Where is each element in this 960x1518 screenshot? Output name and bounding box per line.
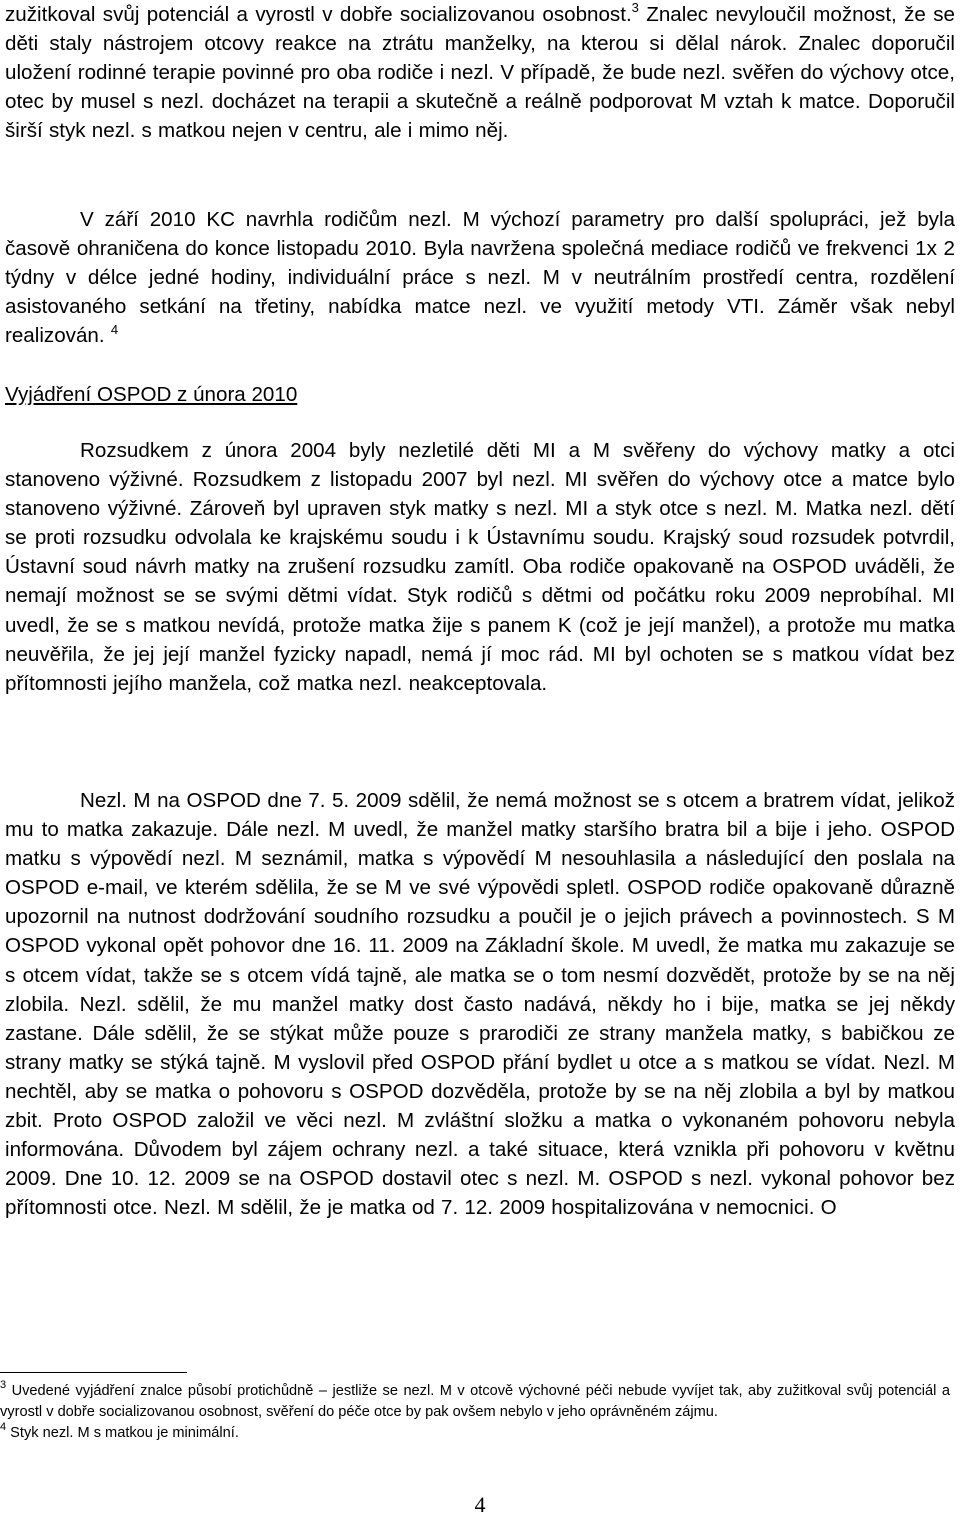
paragraph-text-end: Znalec nevyloučil možnost, že se děti staly nástrojem otcovy reakce na ztrátu manželky, na kterou si dělal nárok. Znalec doporučil uložení rodinné terapie povinné pro oba rodiče i nezl. V případě, že bude nezl. svěřen do výchovy otce, otec by musel s nezl. docházet na terapii a skutečně a reálně podporovat M vztah k matce. Doporučil širší styk nezl. s matkou nejen v centru, ale i mimo něj. [5, 3, 955, 143]
footnote-number-3: 3 [0, 1379, 7, 1392]
footnote-number-4: 4 [0, 1420, 7, 1433]
paragraph-text-body: V září 2010 KC navrhla rodičům nezl. M výchozí parametry pro další spolupráci, jež byla časově ohraničena do konce listopadu 2010. Byla navržena společná mediace rodičů ve frekvenci 1x 2 týdny v délce jedné hodiny, individuální práce s nezl. M v neutrálním prostředí centra, rozdělení asistovaného setkání na třetiny, nabídka matce nezl. ve využití metody VTI. Záměr však nebyl realizován. [5, 208, 955, 348]
footnote-4 [0, 1420, 950, 1444]
paragraph-ospod-interviews [5, 786, 955, 1222]
paragraph-text: Nezl. M na OSPOD dne 7. 5. 2009 sdělil, že nemá možnost se s otcem a bratrem vídat, jelikož mu to matka zakazuje. Dále nezl. M uvedl, že manžel matky staršího bratra bil a bije i jeho. OSPOD matku s výpovědí nezl. M seznámil, matka s výpovědí M nesouhlasila a následující den poslala na OSPOD e-mail, ve kterém sdělila, že se M ve své výpovědi spletl. OSPOD rodiče opakovaně důrazně upozornil na nutnost dodržování soudního rozsudku a poučil je o jejich právech a povinnostech. S M OSPOD vykonal opět pohovor dne 16. 11. 2009 na Základní škole. M uvedl, že matka mu zakazuje se s otcem vídat, takže se s otcem vídá tajně, ale matka se o tom nesmí dozvědět, protože by se na něj zlobila. Nezl. sdělil, že mu manžel matky dost často nadává, někdy ho i bije, matka se jej někdy zastane. Dále sdělil, že se stýkat může pouze s prarodiči ze strany manžela matky, s babičkou ze strany matky se stýká tajně. M vyslovil před OSPOD přání bydlet u otce a s matkou se vídat. Nezl. M nechtěl, aby se matka o pohovoru s OSPOD dozvěděla, protože by se na něj zlobila a byl by matkou zbit. Proto OSPOD založil ve věci nezl. M zvláštní složku a matka o vykonaném pohovoru nebyla informována. Důvodem byl zájem ochrany nezl. a také situace, která vznikla při pohovoru v květnu 2009. Dne 10. 12. 2009 se na OSPOD dostavil otec s nezl. M. OSPOD s nezl. vykonal pohovor bez přítomnosti otce. Nezl. M sdělil, že je matka od 7. 12. 2009 hospitalizována v nemocnici. O [5, 789, 955, 1220]
footnote-text-4: Styk nezl. M s matkou je minimální. [6, 1424, 239, 1441]
footnote-reference-4[interactable]: 4 [110, 321, 119, 337]
paragraph-text [5, 205, 955, 350]
page-number: 4 [474, 1492, 486, 1517]
paragraph-expert-opinion [5, 0, 955, 145]
paragraph-text: Rozsudkem z února 2004 byly nezletilé děti MI a M svěřeny do výchovy matky a otci stanoveno výživné. Rozsudkem z listopadu 2007 byl nezl. MI svěřen do výchovy otce a matce bylo stanoveno výživné. Zároveň byl upraven styk matky s nezl. MI a styk otce s nezl. M. Matka nezl. dětí se proti rozsudku odvolala ke krajskému soudu i k Ústavnímu soudu. Krajský soud rozsudek potvrdil, Ústavní soud návrh matky na zrušení rozsudku zamítl. Oba rodiče opakovaně na OSPOD uváděli, že nemají možnost se se svými dětmi vídat. Styk rodičů s dětmi od počátku roku 2009 neprobíhal. MI uvedl, že se s matkou nevídá, protože matka žije s panem K (což je její manžel), a protože mu matka neuvěřila, že jej její manžel fyzicky napadl, nemá jí moc rád. MI byl ochoten se s matkou vídat bez přítomnosti jejího manžela, což matka nezl. neakceptovala. [5, 439, 955, 695]
section-heading: Vyjádření OSPOD z února 2010 [5, 383, 298, 406]
paragraph-court-rulings [5, 436, 955, 698]
footnotes [0, 1381, 950, 1443]
footnote-text-3: Uvedené vyjádření znalce působí protichůdně – jestliže se nezl. M v otcově výchovné péči nebude vyvíjet tak, aby zužitkoval svůj potenciál a vyrostl v dobře socializovanou osobnost, svěření do péče otce by pak ovšem nebylo v jeho oprávněném zájmu. [0, 1383, 950, 1420]
footnote-3 [0, 1381, 950, 1423]
paragraph-text [5, 0, 955, 145]
section-heading-wrapper [5, 380, 955, 409]
footnote-separator [0, 1372, 187, 1373]
paragraph-text-start: zužitkoval svůj potenciál a vyrostl v dobře socializovanou osobnost. [5, 3, 632, 26]
footnote-reference-3[interactable]: 3 [631, 0, 639, 16]
paragraph-kc-proposal [5, 205, 955, 350]
